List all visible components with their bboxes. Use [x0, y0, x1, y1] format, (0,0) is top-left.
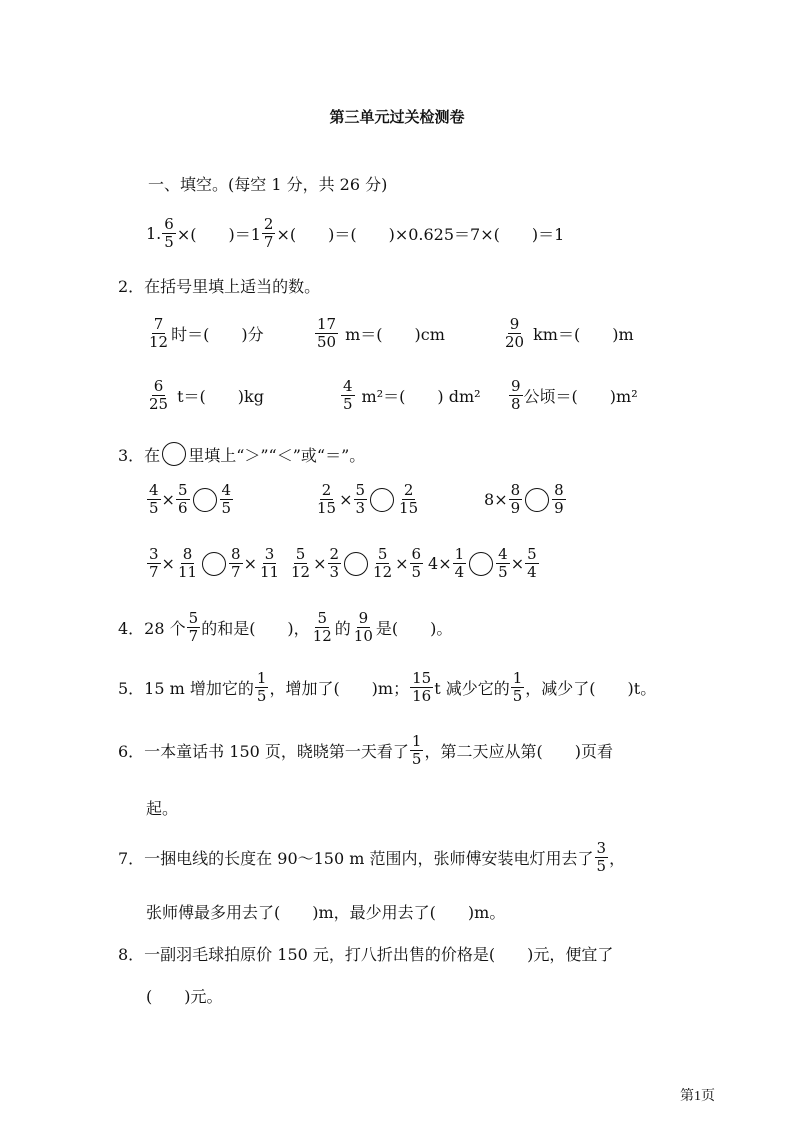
question-7 [118, 840, 625, 876]
q3-item [314, 482, 421, 518]
numerator: 3 [149, 545, 159, 563]
q2-item-text: m＝( )cm [345, 325, 445, 345]
question-7-continued: 张师傅最多用去了( )m，最少用去了( )m。 [146, 903, 506, 922]
fraction [162, 216, 176, 252]
fraction [147, 482, 161, 518]
fraction [595, 840, 609, 876]
question-1 [146, 216, 564, 252]
denominator: 12 [373, 563, 393, 582]
q2-item-b [314, 316, 445, 352]
numerator: 3 [264, 545, 275, 563]
numerator: 4 [498, 545, 508, 563]
fraction [511, 670, 525, 706]
fraction [311, 610, 334, 646]
fraction [354, 482, 368, 518]
section-heading: 一、填空。(每空 1 分，共 26 分) [148, 175, 388, 194]
q2-item-a [146, 316, 264, 352]
answer-circle[interactable] [525, 488, 549, 512]
compare-circle-icon [162, 442, 186, 466]
fraction [552, 482, 566, 518]
fraction [453, 546, 467, 582]
fraction [410, 546, 424, 582]
denominator: 7 [263, 233, 274, 252]
times-sign: × [510, 554, 525, 574]
denominator: 3 [355, 499, 366, 518]
times-sign: × [313, 554, 327, 574]
fraction [262, 216, 276, 252]
numerator: 3 [596, 839, 607, 857]
times-sign: × [339, 490, 353, 510]
fraction [341, 378, 355, 414]
denominator: 20 [505, 333, 525, 352]
answer-circle[interactable] [193, 488, 217, 512]
denominator: 5 [512, 687, 523, 706]
denominator: 12 [291, 563, 311, 582]
q2-item-text: t＝( )kg [177, 387, 264, 407]
fraction [509, 378, 523, 414]
times-sign: × [438, 554, 452, 574]
fraction [147, 316, 170, 352]
numerator: 1 [454, 545, 465, 563]
fraction [289, 546, 312, 582]
denominator: 50 [317, 333, 337, 352]
question-2: 2．在括号里填上适当的数。 [118, 277, 321, 296]
numerator: 1 [512, 669, 523, 687]
denominator: 8 [511, 395, 521, 414]
question-text: ，减少了( )t。 [525, 679, 657, 699]
denominator: 11 [177, 563, 198, 582]
numerator: 2 [321, 481, 332, 499]
numerator: 15 [412, 669, 432, 687]
denominator: 5 [221, 499, 232, 518]
denominator: 5 [164, 233, 174, 252]
numerator: 5 [317, 609, 327, 627]
denominator: 15 [399, 499, 419, 518]
answer-circle[interactable] [202, 552, 226, 576]
question-text: ，第二天应从第( )页看 [424, 742, 613, 762]
numerator: 5 [188, 609, 199, 627]
fraction [315, 316, 338, 352]
question-text: ，增加了( )m； [269, 679, 410, 699]
denominator: 7 [231, 563, 241, 582]
question-6 [118, 733, 613, 769]
q2-item-text: 时＝( )分 [171, 325, 264, 345]
number: 8 [484, 490, 495, 510]
q3-item [428, 546, 540, 582]
numerator: 17 [317, 315, 337, 333]
denominator: 11 [260, 563, 280, 582]
denominator: 12 [149, 333, 169, 352]
answer-circle[interactable] [344, 552, 368, 576]
denominator: 12 [312, 627, 332, 646]
q3-text: 里填上“＞”“＜”或“＝”。 [188, 445, 366, 465]
numerator: 6 [153, 377, 164, 395]
denominator: 7 [188, 627, 199, 646]
q3-text: 3．在 [118, 445, 161, 465]
times-sign: × [395, 554, 409, 574]
question-text: 5．15 m 增加它的 [118, 679, 254, 699]
denominator: 10 [353, 627, 373, 646]
numerator: 4 [149, 481, 159, 499]
fraction [410, 733, 424, 769]
fraction [410, 670, 433, 706]
fraction [220, 482, 234, 518]
fraction [525, 546, 539, 582]
question-6-continued: 起。 [146, 799, 179, 818]
q3-item [146, 482, 234, 518]
q3-item [484, 482, 567, 518]
numerator: 6 [411, 545, 422, 563]
fraction [255, 670, 269, 706]
question-text: 的 [334, 619, 351, 639]
denominator: 9 [510, 499, 521, 518]
times-sign: × [161, 490, 175, 510]
numerator: 1 [411, 732, 422, 750]
question-4 [118, 610, 452, 646]
fraction [397, 482, 420, 518]
q2-item-d [146, 378, 264, 414]
numerator: 8 [554, 481, 564, 499]
fraction [328, 546, 342, 582]
numerator: 8 [510, 481, 521, 499]
numerator: 5 [377, 545, 388, 563]
question-8-continued: ( )元。 [146, 987, 223, 1006]
q2-item-text: 公顷＝( )m² [523, 387, 638, 407]
question-text: t 减少它的 [434, 679, 510, 699]
denominator: 5 [256, 687, 267, 706]
fraction [503, 316, 526, 352]
fraction [147, 378, 170, 414]
page-title: 第三单元过关检测卷 [329, 108, 465, 126]
times-sign: × [243, 554, 257, 574]
numerator: 9 [511, 377, 521, 395]
numerator: 5 [355, 481, 366, 499]
fraction [352, 610, 375, 646]
fraction [176, 482, 190, 518]
numerator: 7 [153, 315, 164, 333]
denominator: 4 [527, 563, 537, 582]
numerator: 8 [231, 545, 241, 563]
q2-item-e [340, 378, 481, 414]
fraction [496, 546, 510, 582]
denominator: 3 [329, 563, 340, 582]
number: 4 [428, 554, 439, 574]
numerator: 2 [329, 545, 340, 563]
question-text: 7．一捆电线的长度在 90～150 m 范围内，张师傅安装电灯用去了 [118, 849, 594, 869]
fraction [258, 546, 281, 582]
denominator: 7 [149, 563, 159, 582]
question-3 [118, 442, 365, 466]
numerator: 6 [164, 215, 174, 233]
denominator: 6 [177, 499, 188, 518]
question-text: 的和是( )， [201, 619, 310, 639]
numerator: 5 [527, 545, 537, 563]
numerator: 9 [358, 609, 369, 627]
fraction [315, 482, 338, 518]
answer-circle[interactable] [469, 552, 493, 576]
times-sign: × [161, 554, 175, 574]
fraction [371, 546, 394, 582]
question-5 [118, 670, 656, 706]
denominator: 5 [596, 857, 607, 876]
q3-item [288, 546, 424, 582]
q1-text: ×( )＝1 [176, 225, 261, 245]
fraction [176, 546, 199, 582]
fraction [229, 546, 243, 582]
question-8: 8．一副羽毛球拍原价 150 元，打八折出售的价格是( )元，便宜了 [118, 945, 614, 964]
denominator: 4 [454, 563, 465, 582]
denominator: 5 [343, 395, 353, 414]
numerator: 2 [263, 215, 274, 233]
fraction [147, 546, 161, 582]
numerator: 5 [295, 545, 306, 563]
answer-circle[interactable] [370, 488, 394, 512]
question-text: 4．28 个 [118, 619, 186, 639]
question-text: 是( )。 [375, 619, 453, 639]
numerator: 8 [182, 545, 193, 563]
denominator: 5 [411, 563, 422, 582]
numerator: 2 [403, 481, 414, 499]
denominator: 5 [149, 499, 159, 518]
denominator: 25 [149, 395, 169, 414]
denominator: 15 [317, 499, 337, 518]
numerator: 9 [509, 315, 520, 333]
fraction [187, 610, 201, 646]
question-text: ， [609, 849, 626, 869]
q2-item-text: m²＝( ) dm² [361, 387, 481, 407]
question-text: 6．一本童话书 150 页，晓晓第一天看了 [118, 742, 409, 762]
q2-item-text: km＝( )m [533, 325, 634, 345]
numerator: 4 [221, 481, 232, 499]
denominator: 16 [412, 687, 432, 706]
q3-item [146, 546, 282, 582]
numerator: 5 [177, 481, 188, 499]
denominator: 9 [554, 499, 564, 518]
q2-item-c [502, 316, 634, 352]
page-number: 第1页 [680, 1089, 715, 1104]
denominator: 5 [411, 750, 422, 769]
numerator: 1 [256, 669, 267, 687]
times-sign: × [494, 490, 508, 510]
denominator: 5 [498, 563, 508, 582]
q1-text: ×( )＝( )×0.625＝7×( )＝1 [276, 225, 565, 245]
q1-number: 1. [146, 224, 162, 244]
fraction [509, 482, 523, 518]
numerator: 4 [343, 377, 353, 395]
q2-item-f [508, 378, 638, 414]
